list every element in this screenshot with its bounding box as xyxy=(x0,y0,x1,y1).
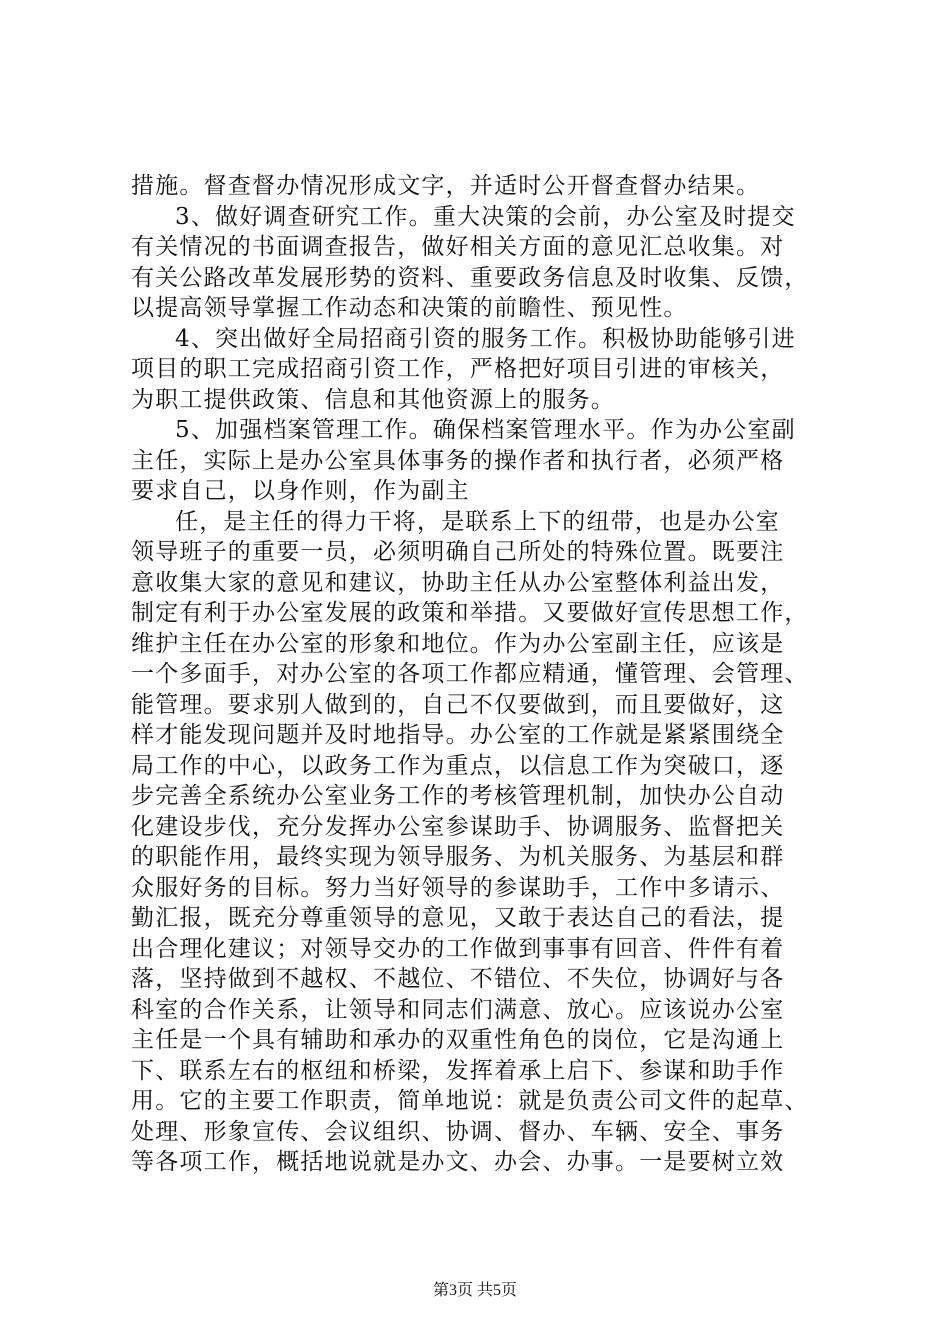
text-line: 主任是一个具有辅助和承办的双重性角色的岗位，它是沟通上 xyxy=(131,1027,785,1053)
text-line: 为职工提供政策、信息和其他资源上的服务。 xyxy=(131,386,615,413)
text-line: 出合理化建议；对领导交办的工作做到事事有回音、件件有着 xyxy=(131,935,785,962)
text-line: 样才能发现问题并及时地指导。办公室的工作就是紧紧围绕全 xyxy=(131,722,785,748)
page-footer: 第3页 共5页 xyxy=(432,1282,517,1299)
text-line: 众服好务的目标。努力当好领导的参谋助手，工作中多请示、 xyxy=(131,874,785,901)
text-line: 制定有利于办公室发展的政策和举措。又要做好宣传思想工作， xyxy=(131,600,809,626)
text-line: 项目的职工完成招商引资工作，严格把好项目引进的审核关， xyxy=(131,356,785,382)
text-line: 4、突出做好全局招商引资的服务工作。积极协助能够引进 xyxy=(175,325,796,352)
text-line: 领导班子的重要一员，必须明确自己所处的特殊位置。既要注 xyxy=(131,539,785,565)
text-line: 步完善全系统办公室业务工作的考核管理机制，加快办公自动 xyxy=(131,783,785,809)
document-body xyxy=(131,171,831,1178)
text-line: 意收集大家的意见和建议，协助主任从办公室整体利益出发， xyxy=(131,569,785,596)
text-line: 任，是主任的得力干将，是联系上下的纽带，也是办公室 xyxy=(175,508,780,535)
text-line: 5、加强档案管理工作。确保档案管理水平。作为办公室副 xyxy=(175,417,796,443)
text-line: 局工作的中心，以政务工作为重点，以信息工作为突破口，逐 xyxy=(131,752,785,779)
text-line: 以提高领导掌握工作动态和决策的前瞻性、预见性。 xyxy=(131,295,688,321)
text-line: 落，坚持做到不越权、不越位、不错位、不失位，协调好与各 xyxy=(131,966,785,992)
text-line: 3、做好调查研究工作。重大决策的会前，办公室及时提交 xyxy=(175,203,796,230)
text-line: 能管理。要求别人做到的，自己不仅要做到，而且要做好，这 xyxy=(131,691,785,718)
text-line: 等各项工作，概括地说就是办文、办会、办事。一是要树立效 xyxy=(131,1149,785,1175)
text-line: 措施。督查督办情况形成文字，并适时公开督查督办结果。 xyxy=(131,173,761,199)
text-line: 一个多面手，对办公室的各项工作都应精通，懂管理、会管理、 xyxy=(131,661,809,687)
text-line: 用。它的主要工作职责，简单地说：就是负责公司文件的起草、 xyxy=(131,1088,809,1114)
text-line: 勤汇报，既充分尊重领导的意见，又敢于表达自己的看法，提 xyxy=(131,905,785,931)
text-line: 科室的合作关系，让领导和同志们满意、放心。应该说办公室 xyxy=(131,996,785,1023)
text-line: 下、联系左右的枢纽和桥梁，发挥着承上启下、参谋和助手作 xyxy=(131,1057,785,1084)
text-line: 化建设步伐，充分发挥办公室参谋助手、协调服务、监督把关 xyxy=(131,813,785,840)
text-line: 有关公路改革发展形势的资料、重要政务信息及时收集、反馈， xyxy=(131,264,809,291)
text-line: 要求自己，以身作则，作为副主 xyxy=(131,478,470,504)
text-line: 的职能作用，最终实现为领导服务、为机关服务、为基层和群 xyxy=(131,844,785,870)
text-line: 维护主任在办公室的形象和地位。作为办公室副主任，应该是 xyxy=(131,630,785,657)
text-line: 处理、形象宣传、会议组织、协调、督办、车辆、安全、事务 xyxy=(131,1118,785,1145)
text-line: 有关情况的书面调查报告，做好相关方面的意见汇总收集。对 xyxy=(131,234,785,260)
text-line: 主任，实际上是办公室具体事务的操作者和执行者，必须严格 xyxy=(131,447,785,474)
